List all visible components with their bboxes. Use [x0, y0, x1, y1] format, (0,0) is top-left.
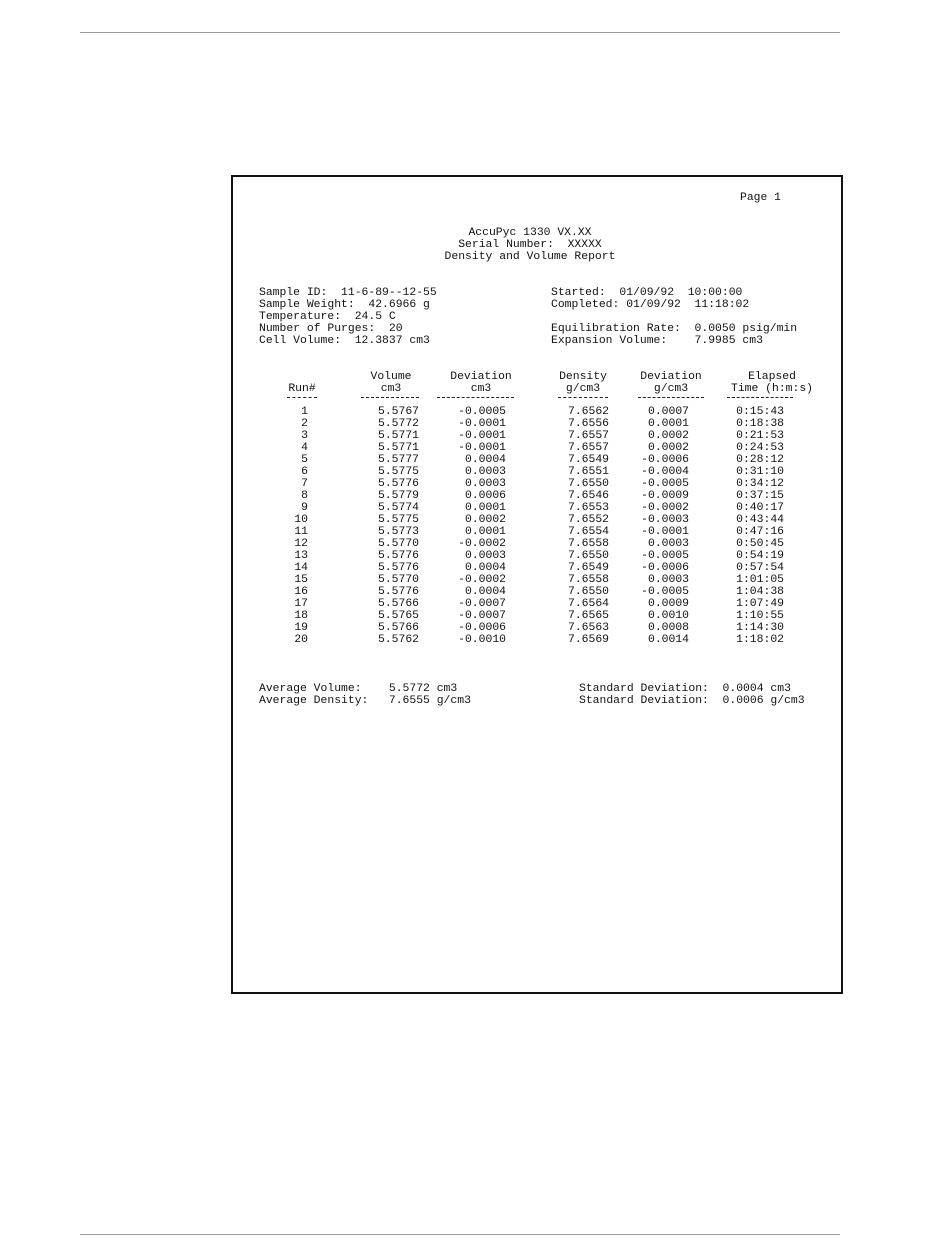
cell-density: 7.6551	[567, 466, 609, 478]
header-underline	[437, 397, 514, 398]
cell-volume-deviation: -0.0002	[458, 538, 506, 550]
cell-density-deviation: 0.0002	[647, 430, 689, 442]
cell-density: 7.6549	[567, 454, 609, 466]
cell-volume-deviation: -0.0005	[458, 406, 506, 418]
cell-volume: 5.5776	[377, 478, 419, 490]
cell-volume-deviation: -0.0007	[458, 610, 506, 622]
report-title: Density and Volume Report	[444, 251, 616, 263]
cell-elapsed-time: 1:07:49	[736, 598, 784, 610]
cell-run: 19	[294, 622, 308, 634]
cell-elapsed-time: 0:47:16	[736, 526, 784, 538]
expansion-volume: Expansion Volume: 7.9985 cm3	[551, 335, 763, 347]
cell-elapsed-time: 1:04:38	[736, 586, 784, 598]
col-header-volume: Volume cm3	[370, 371, 412, 395]
cell-elapsed-time: 0:15:43	[736, 406, 784, 418]
cell-volume: 5.5765	[377, 610, 419, 622]
cell-density: 7.6558	[567, 574, 609, 586]
cell-density: 7.6552	[567, 514, 609, 526]
cell-density: 7.6565	[567, 610, 609, 622]
cell-run: 18	[294, 610, 308, 622]
cell-volume: 5.5774	[377, 502, 419, 514]
cell-volume: 5.5767	[377, 406, 419, 418]
cell-volume: 5.5775	[377, 466, 419, 478]
cell-volume: 5.5773	[377, 526, 419, 538]
cell-run: 10	[294, 514, 308, 526]
cell-density: 7.6558	[567, 538, 609, 550]
cell-run: 5	[301, 454, 308, 466]
cell-volume: 5.5766	[377, 622, 419, 634]
report-header-line1: AccuPyc 1330 VX.XX	[468, 227, 592, 239]
cell-volume-deviation: 0.0006	[464, 490, 506, 502]
average-volume: Average Volume: 5.5772 cm3	[259, 683, 458, 695]
cell-density-deviation: -0.0009	[641, 490, 689, 502]
cell-elapsed-time: 1:14:30	[736, 622, 784, 634]
col-header-elapsed-time: Elapsed Time (h:m:s)	[730, 371, 814, 395]
cell-density-deviation: 0.0001	[647, 418, 689, 430]
cell-volume-deviation: -0.0002	[458, 574, 506, 586]
cell-run: 3	[301, 430, 308, 442]
cell-volume-deviation: 0.0004	[464, 562, 506, 574]
header-underline	[287, 397, 317, 398]
cell-density: 7.6550	[567, 586, 609, 598]
cell-volume: 5.5775	[377, 514, 419, 526]
cell-volume: 5.5776	[377, 550, 419, 562]
cell-volume-deviation: -0.0010	[458, 634, 506, 646]
cell-volume: 5.5772	[377, 418, 419, 430]
cell-run: 4	[301, 442, 308, 454]
cell-elapsed-time: 0:21:53	[736, 430, 784, 442]
equilibration-rate: Equilibration Rate: 0.0050 psig/min	[551, 323, 798, 335]
col-header-density-deviation: Deviation g/cm3	[640, 371, 702, 395]
cell-density-deviation: 0.0003	[647, 538, 689, 550]
cell-elapsed-time: 0:50:45	[736, 538, 784, 550]
cell-density-deviation: -0.0005	[641, 550, 689, 562]
cell-density-deviation: 0.0014	[647, 634, 689, 646]
cell-elapsed-time: 0:24:53	[736, 442, 784, 454]
cell-elapsed-time: 0:34:12	[736, 478, 784, 490]
cell-density-deviation: 0.0002	[647, 442, 689, 454]
cell-density: 7.6562	[567, 406, 609, 418]
cell-volume: Cell Volume: 12.3837 cm3	[259, 335, 430, 347]
cell-run: 8	[301, 490, 308, 502]
cell-density-deviation: 0.0007	[647, 406, 689, 418]
cell-density-deviation: 0.0010	[647, 610, 689, 622]
cell-run: 9	[301, 502, 308, 514]
cell-density: 7.6563	[567, 622, 609, 634]
cell-elapsed-time: 0:57:54	[736, 562, 784, 574]
cell-elapsed-time: 0:18:38	[736, 418, 784, 430]
cell-run: 17	[294, 598, 308, 610]
cell-volume-deviation: -0.0001	[458, 418, 506, 430]
cell-run: 14	[294, 562, 308, 574]
header-underline	[727, 397, 793, 398]
cell-density: 7.6549	[567, 562, 609, 574]
cell-density: 7.6569	[567, 634, 609, 646]
cell-elapsed-time: 0:54:19	[736, 550, 784, 562]
cell-density-deviation: -0.0005	[641, 586, 689, 598]
cell-run: 7	[301, 478, 308, 490]
cell-elapsed-time: 1:10:55	[736, 610, 784, 622]
cell-density-deviation: -0.0002	[641, 502, 689, 514]
cell-volume: 5.5770	[377, 574, 419, 586]
cell-elapsed-time: 0:28:12	[736, 454, 784, 466]
cell-elapsed-time: 0:43:44	[736, 514, 784, 526]
cell-density: 7.6557	[567, 430, 609, 442]
cell-run: 6	[301, 466, 308, 478]
bottom-rule	[80, 1234, 840, 1235]
completed-time: Completed: 01/09/92 11:18:02	[551, 299, 750, 311]
cell-elapsed-time: 0:40:17	[736, 502, 784, 514]
sample-id: Sample ID: 11-6-89--12-55	[259, 287, 437, 299]
cell-density: 7.6564	[567, 598, 609, 610]
cell-density-deviation: -0.0004	[641, 466, 689, 478]
cell-volume: 5.5766	[377, 598, 419, 610]
cell-run: 12	[294, 538, 308, 550]
cell-volume: 5.5762	[377, 634, 419, 646]
cell-run: 2	[301, 418, 308, 430]
cell-density: 7.6553	[567, 502, 609, 514]
cell-density-deviation: 0.0003	[647, 574, 689, 586]
cell-density-deviation: -0.0006	[641, 562, 689, 574]
cell-volume-deviation: 0.0004	[464, 586, 506, 598]
cell-volume-deviation: 0.0002	[464, 514, 506, 526]
cell-run: 1	[301, 406, 308, 418]
std-deviation-volume: Standard Deviation: 0.0004 cm3	[579, 683, 791, 695]
header-underline	[558, 397, 608, 398]
col-header-volume-deviation: Deviation cm3	[450, 371, 512, 395]
cell-volume-deviation: 0.0003	[464, 550, 506, 562]
cell-run: 16	[294, 586, 308, 598]
sample-weight: Sample Weight: 42.6966 g	[259, 299, 430, 311]
cell-volume-deviation: -0.0006	[458, 622, 506, 634]
cell-volume-deviation: 0.0001	[464, 502, 506, 514]
cell-density: 7.6550	[567, 550, 609, 562]
cell-density-deviation: -0.0001	[641, 526, 689, 538]
cell-density-deviation: 0.0008	[647, 622, 689, 634]
cell-elapsed-time: 1:18:02	[736, 634, 784, 646]
cell-volume-deviation: 0.0003	[464, 466, 506, 478]
cell-volume: 5.5777	[377, 454, 419, 466]
top-rule	[80, 32, 840, 33]
cell-density-deviation: 0.0009	[647, 598, 689, 610]
started-time: Started: 01/09/92 10:00:00	[551, 287, 743, 299]
cell-density-deviation: -0.0006	[641, 454, 689, 466]
cell-run: 13	[294, 550, 308, 562]
cell-volume-deviation: -0.0007	[458, 598, 506, 610]
std-deviation-density: Standard Deviation: 0.0006 g/cm3	[579, 695, 805, 707]
average-density: Average Density: 7.6555 g/cm3	[259, 695, 471, 707]
cell-volume: 5.5779	[377, 490, 419, 502]
header-underline	[638, 397, 704, 398]
cell-density-deviation: -0.0003	[641, 514, 689, 526]
page-number: Page 1	[740, 192, 782, 204]
cell-density: 7.6556	[567, 418, 609, 430]
cell-elapsed-time: 0:31:10	[736, 466, 784, 478]
col-header-run: Run#	[288, 383, 316, 395]
cell-volume-deviation: -0.0001	[458, 430, 506, 442]
cell-density-deviation: -0.0005	[641, 478, 689, 490]
cell-volume: 5.5770	[377, 538, 419, 550]
cell-run: 11	[294, 526, 308, 538]
cell-run: 20	[294, 634, 308, 646]
cell-volume: 5.5776	[377, 562, 419, 574]
cell-elapsed-time: 0:37:15	[736, 490, 784, 502]
cell-volume-deviation: 0.0003	[464, 478, 506, 490]
cell-volume-deviation: 0.0001	[464, 526, 506, 538]
cell-density: 7.6557	[567, 442, 609, 454]
cell-volume: 5.5776	[377, 586, 419, 598]
number-of-purges: Number of Purges: 20	[259, 323, 403, 335]
cell-volume-deviation: 0.0004	[464, 454, 506, 466]
cell-run: 15	[294, 574, 308, 586]
temperature: Temperature: 24.5 C	[259, 311, 396, 323]
cell-elapsed-time: 1:01:05	[736, 574, 784, 586]
col-header-density: Density g/cm3	[559, 371, 607, 395]
cell-volume: 5.5771	[377, 442, 419, 454]
cell-volume-deviation: -0.0001	[458, 442, 506, 454]
cell-density: 7.6546	[567, 490, 609, 502]
report-header-line2: Serial Number: XXXXX	[458, 239, 602, 251]
cell-volume: 5.5771	[377, 430, 419, 442]
header-underline	[361, 397, 419, 398]
cell-density: 7.6550	[567, 478, 609, 490]
cell-density: 7.6554	[567, 526, 609, 538]
